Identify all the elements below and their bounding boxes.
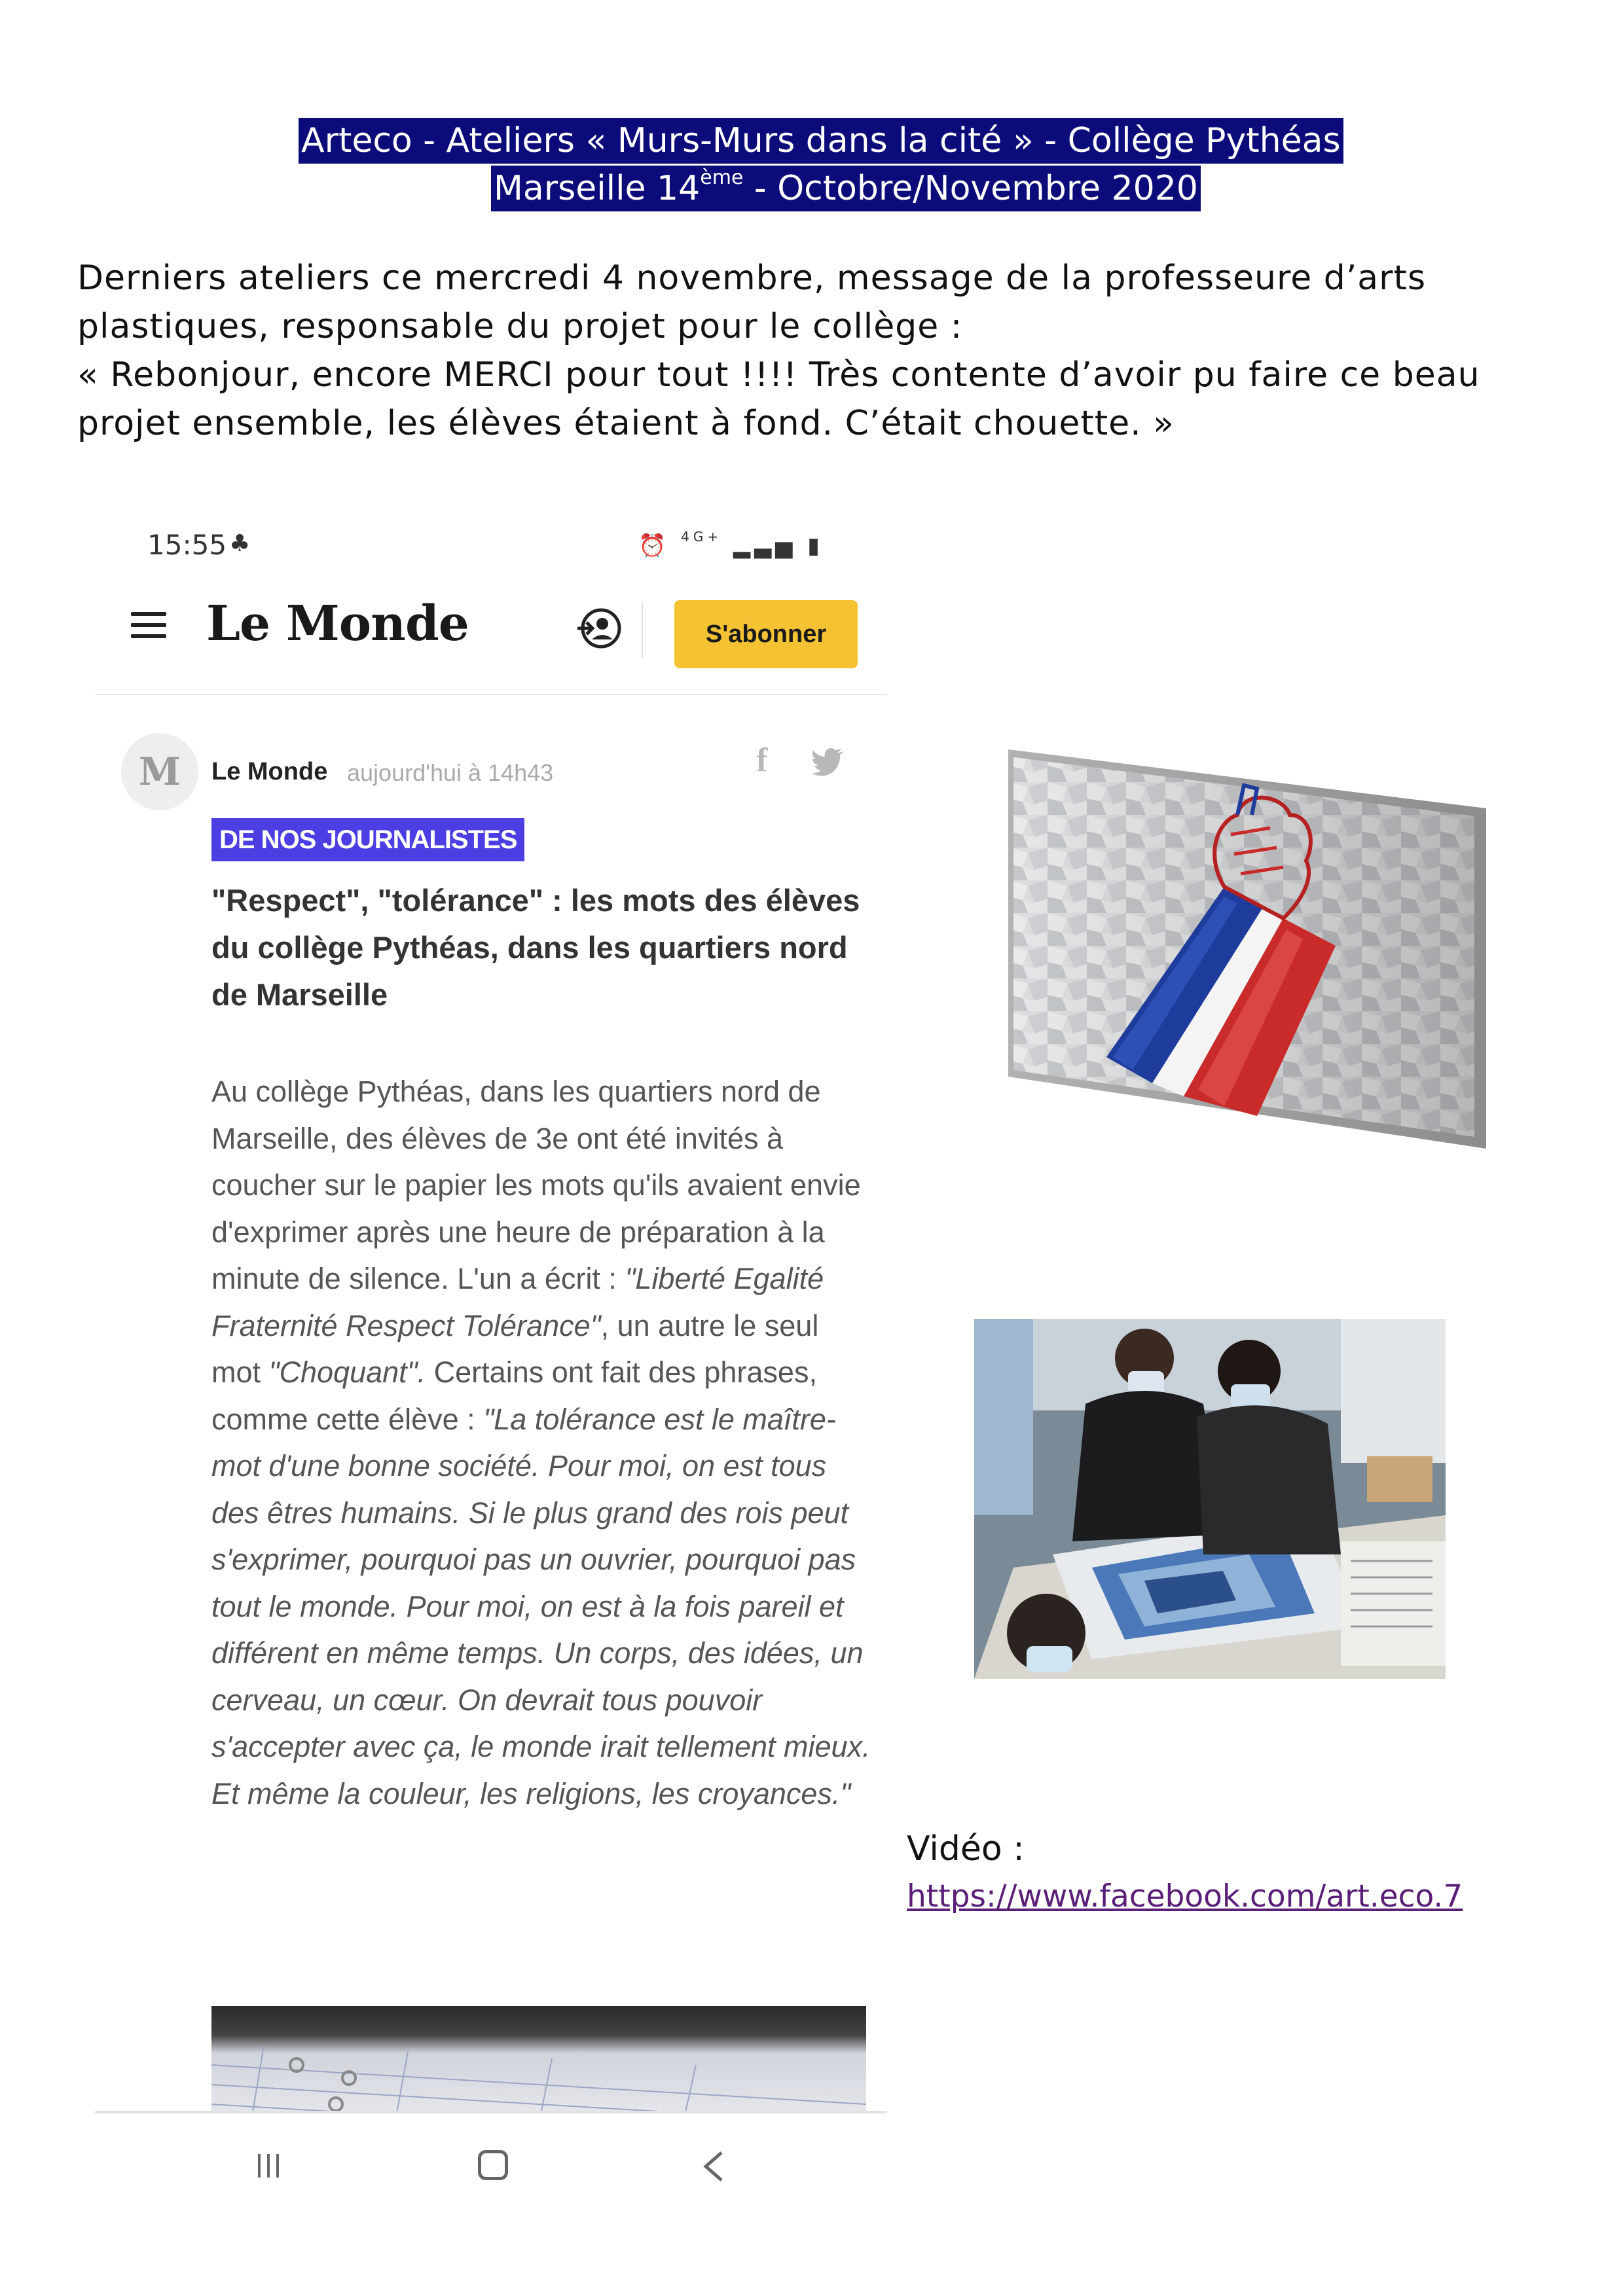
signal-icon: ▂▃▅ — [733, 533, 797, 559]
body-quote-3: "La tolérance est le maître-mot d'une bonne société. Pour moi, on est tous des êtres humains. Si le plus grand des rois peut s'exprimer, pourquoi pas un ouvrier, pourquoi pas tout le monde. Pour moi, on est à la fois pareil et différent en même temps. Un corps, des idées, un cerveau, un cœur. On devrait tous pouvoir s'accepter avec ça, le monde irait tellement mieux. Et même la couleur, les religions, les croyances." — [211, 1402, 871, 1810]
intro-paragraph-1: Derniers ateliers ce mercredi 4 novembre, message de la professeure d’arts plastiques, responsable du projet pour le collège : — [77, 259, 1427, 346]
phone-screenshot — [95, 504, 887, 2225]
students-workshop-photo — [974, 1319, 1446, 1679]
facebook-icon[interactable]: f — [756, 742, 768, 779]
twitter-icon[interactable] — [812, 747, 845, 776]
notebook-photo — [211, 2006, 866, 2124]
intro-text — [77, 254, 1518, 448]
login-icon[interactable] — [576, 605, 622, 651]
header-divider — [642, 602, 643, 658]
video-link[interactable]: https://www.facebook.com/art.eco.7 — [907, 1878, 1463, 1914]
post-time: aujourd'hui à 14h43 — [347, 759, 554, 786]
video-label: Vidéo : — [907, 1829, 1025, 1869]
le-monde-logo[interactable]: Le Monde — [206, 596, 469, 652]
author-name[interactable]: Le Monde — [211, 758, 328, 785]
nav-recent-icon[interactable] — [255, 2153, 282, 2179]
title-line-2 — [491, 166, 1201, 211]
body-text-2: , un autre le seul mot — [211, 1308, 819, 1389]
body-quote-2: "Choquant". — [268, 1355, 426, 1389]
header-rule — [95, 694, 887, 695]
title-text-1: Arteco - Ateliers « Murs-Murs dans la cité » - Collège Pythéas — [301, 121, 1341, 160]
body-quote-1: "Liberté Egalité Fraternité Respect Tolérance" — [211, 1262, 824, 1342]
nav-home-icon[interactable] — [478, 2150, 508, 2180]
subscribe-button[interactable]: S'abonner — [674, 600, 858, 668]
alarm-icon: ⏰ — [638, 533, 670, 559]
nav-back-icon[interactable] — [701, 2151, 727, 2181]
title-text-2a: Marseille 14 — [494, 169, 701, 208]
title-sup: ème — [700, 166, 744, 189]
avatar: M — [121, 733, 198, 810]
body-text-3: Certains ont fait des phrases, comme cette élève : — [211, 1355, 817, 1436]
mosaic-artwork-photo — [1008, 749, 1486, 1149]
category-tag[interactable]: DE NOS JOURNALISTES — [211, 818, 524, 861]
notification-icon: ♣ — [229, 530, 251, 557]
battery-icon: ▮ — [807, 533, 824, 559]
status-time: 15:55 — [147, 529, 227, 561]
status-icons — [638, 529, 824, 559]
title-text-2b: - Octobre/Novembre 2020 — [743, 169, 1198, 208]
article-headline[interactable]: "Respect", "tolérance" : les mots des élèves du collège Pythéas, dans les quartiers nord de Marseille — [211, 883, 860, 1012]
network-label: 4G+ — [681, 529, 723, 545]
article-body — [211, 1068, 873, 1817]
android-nav-bar — [95, 2111, 887, 2225]
article-image — [211, 2006, 866, 2124]
menu-icon[interactable] — [131, 612, 166, 638]
body-text-1: Au collège Pythéas, dans les quartiers nord de Marseille, des élèves de 3e ont été invités à coucher sur le papier les mots qu'ils avaient envie d'exprimer après une heure de préparation à la minute de silence. L'un a écrit : — [211, 1075, 861, 1295]
title-line-1 — [299, 118, 1343, 164]
intro-quote: « Rebonjour, encore MERCI pour tout !!!! Très contente d’avoir pu faire ce beau projet ensemble, les élèves étaient à fond. C’était chouette. » — [77, 355, 1480, 443]
